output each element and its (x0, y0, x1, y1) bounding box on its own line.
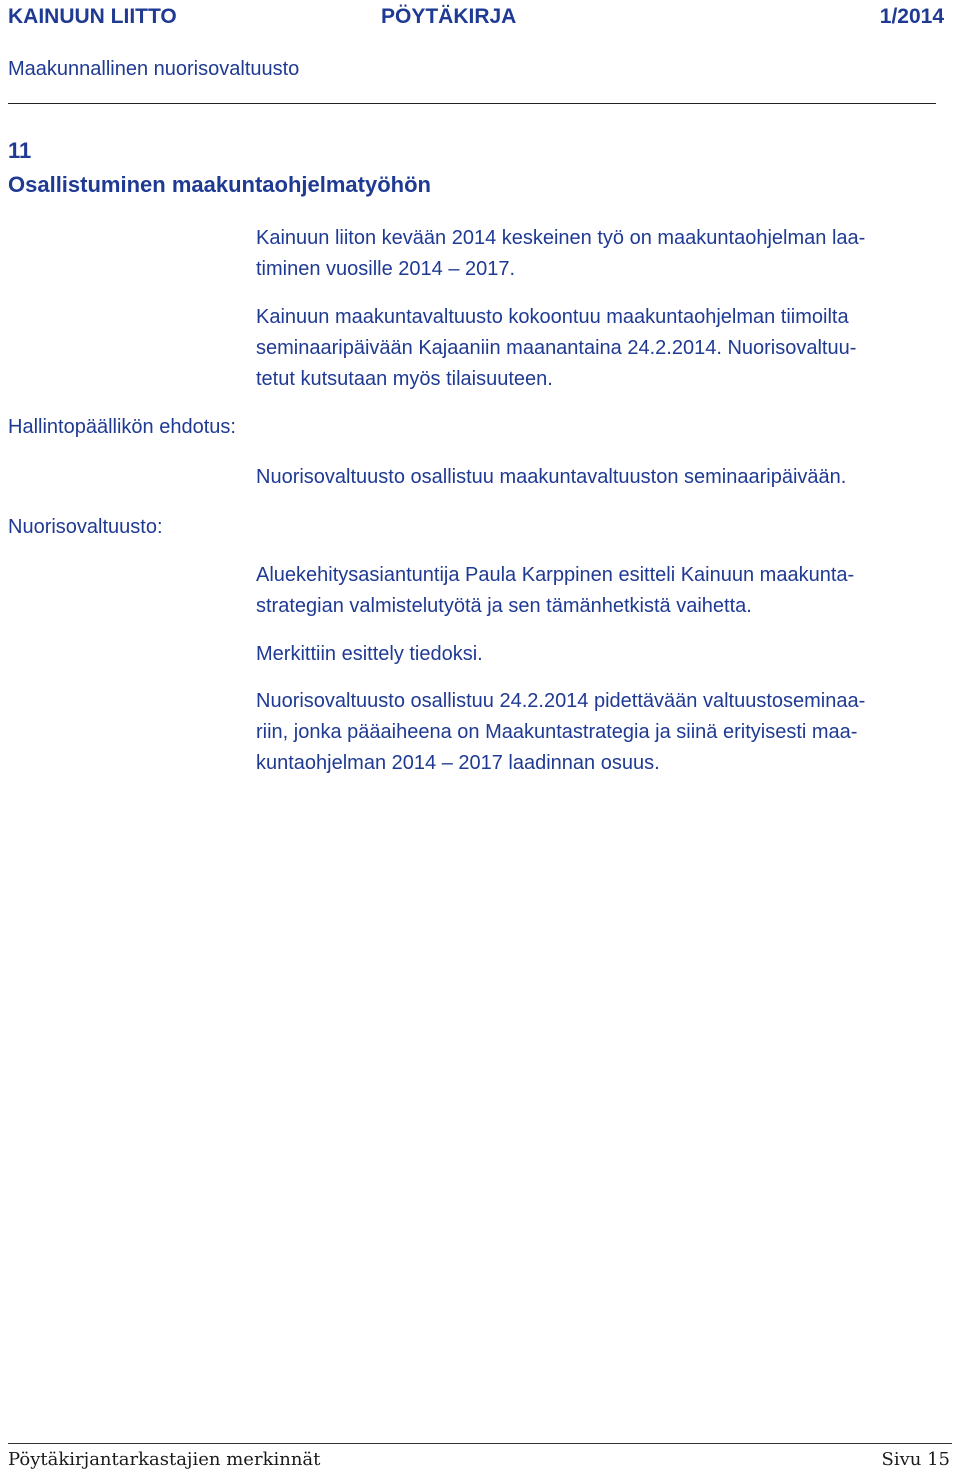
paragraph-proposal (256, 462, 948, 493)
paragraph-line: timinen vuosille 2014 – 2017. (256, 258, 516, 280)
page-header (8, 4, 946, 30)
page-number: Sivu 15 (881, 1449, 950, 1470)
paragraph-line: tetut kutsutaan myös tilaisuuteen. (256, 368, 553, 390)
proposal-label: Hallintopäällikön ehdotus: (8, 416, 236, 438)
paragraph-seminar (256, 302, 948, 395)
organization-name: KAINUUN LIITTO (8, 5, 177, 28)
section-title: Osallistuminen maakuntaohjelmatyöhön (8, 172, 431, 197)
paragraph-background (256, 223, 948, 285)
paragraph-line: seminaaripäivään Kajaaniin maanantaina 24.2.2014. Nuorisovaltuu- (256, 337, 857, 359)
document-number: 1/2014 (879, 5, 944, 28)
paragraph-noted (256, 639, 948, 670)
document-type: PÖYTÄKIRJA (381, 5, 517, 28)
paragraph-line: riin, jonka pääaiheena on Maakuntastrategia ja siinä erityisesti maa- (256, 721, 858, 743)
paragraph-line: Kainuun liiton kevään 2014 keskeinen työ on maakuntaohjelman laa- (256, 227, 866, 249)
paragraph-line: kuntaohjelman 2014 – 2017 laadinnan osuus. (256, 752, 660, 774)
paragraph-line: Merkittiin esittely tiedoksi. (256, 643, 483, 665)
header-divider (8, 103, 936, 104)
footer-reviewer-notes: Pöytäkirjantarkastajien merkinnät (8, 1449, 321, 1470)
paragraph-line: Kainuun maakuntavaltuusto kokoontuu maakuntaohjelman tiimoilta (256, 306, 849, 328)
paragraph-line: Nuorisovaltuusto osallistuu maakuntavaltuuston seminaaripäivään. (256, 466, 847, 488)
body-name: Maakunnallinen nuorisovaltuusto (8, 58, 300, 80)
paragraph-presentation (256, 560, 948, 622)
paragraph-decision (256, 686, 948, 779)
footer-divider (8, 1443, 952, 1444)
section-number: 11 (8, 138, 32, 163)
paragraph-line: Nuorisovaltuusto osallistuu 24.2.2014 pidettävään valtuustoseminaa- (256, 690, 866, 712)
council-decision-label: Nuorisovaltuusto: (8, 516, 163, 538)
paragraph-line: Aluekehitysasiantuntija Paula Karppinen esitteli Kainuun maakunta- (256, 564, 855, 586)
paragraph-line: strategian valmistelutyötä ja sen tämänhetkistä vaihetta. (256, 595, 752, 617)
